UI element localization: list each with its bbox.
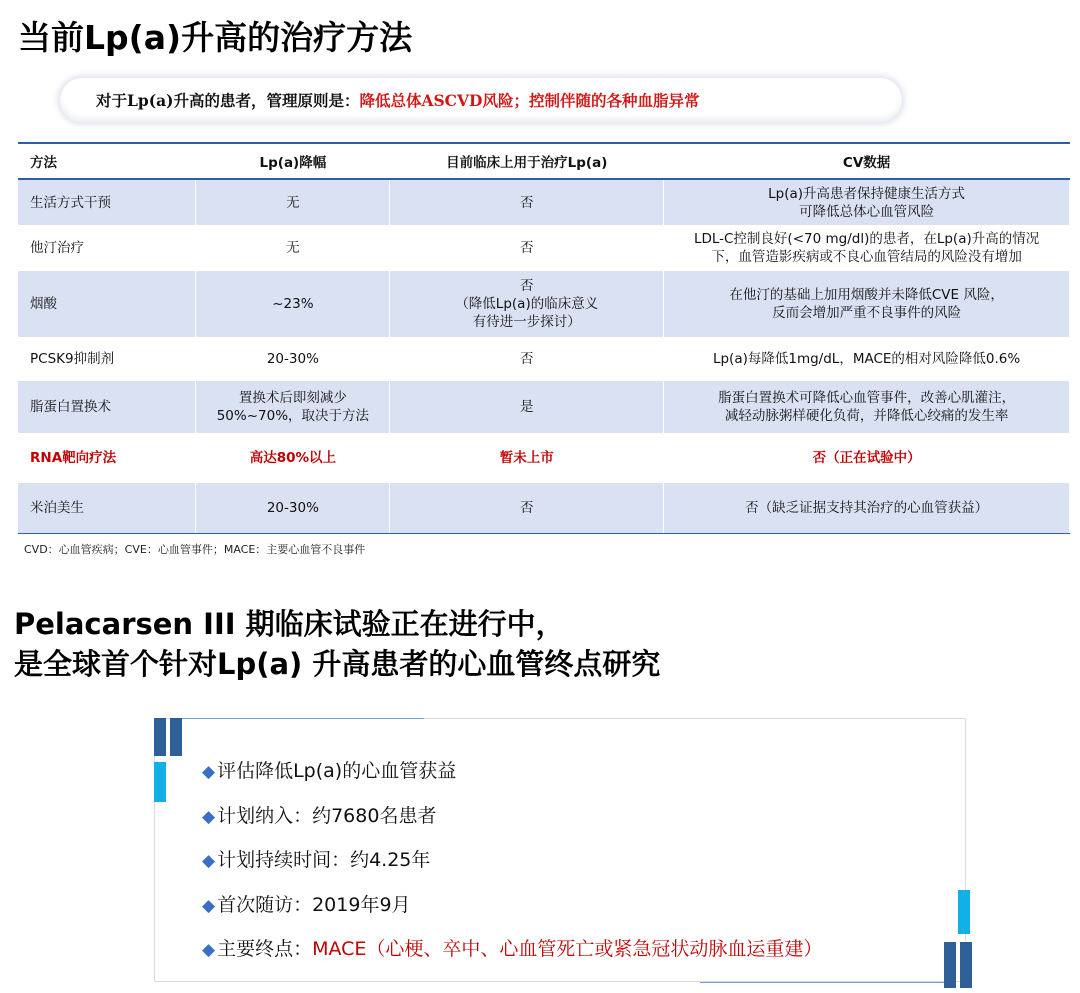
list-item-label: 计划纳入：: [217, 804, 313, 827]
cell-reduction: 20-30%: [196, 483, 390, 533]
table-row: [18, 179, 1070, 225]
cell-reduction: 无: [196, 179, 390, 225]
cell-method: 他汀治疗: [18, 225, 196, 271]
management-principle-banner: [60, 78, 902, 122]
treatment-table: [18, 142, 1070, 534]
header-method: 方法: [18, 143, 196, 179]
table-row: [18, 483, 1070, 533]
list-item-label: 主要终点：: [217, 938, 313, 960]
deco-bar-dark-bottom-right-2: [960, 942, 972, 988]
diamond-bullet-icon: ◆: [202, 940, 216, 960]
list-item: [202, 884, 822, 929]
diamond-bullet-icon: ◆: [202, 851, 216, 871]
header-clinical-use: 目前临床上用于治疗Lp(a): [390, 143, 664, 179]
cell-cv-data: 脂蛋白置换术可降低心血管事件，改善心肌灌注， 减轻动脉粥样硬化负荷，并降低心绞痛的发生率: [664, 381, 1070, 433]
table-header-row: [18, 143, 1070, 179]
cell-method: 脂蛋白置换术: [18, 381, 196, 433]
deco-line-bottom: [700, 982, 944, 983]
cell-method: 烟酸: [18, 271, 196, 337]
principle-prefix: 对于Lp(a)升高的患者，管理原则是：: [96, 91, 360, 110]
deco-bar-dark-top-left: [154, 718, 166, 756]
cell-cv-data: Lp(a)升高患者保持健康生活方式 可降低总体心血管风险: [664, 179, 1070, 225]
cell-clinical-use: 否: [390, 225, 664, 271]
deco-bar-cyan-left: [154, 762, 166, 802]
table-row: [18, 271, 1070, 337]
diamond-bullet-icon: ◆: [202, 806, 216, 827]
cell-cv-data: 在他汀的基础上加用烟酸并未降低CVE 风险， 反而会增加严重不良事件的风险: [664, 271, 1070, 337]
cell-clinical-use: 否: [390, 483, 664, 533]
list-item-value: 约4.25年: [350, 849, 431, 871]
list-item-label: 计划持续时间：: [217, 849, 351, 871]
list-item-value: 2019年9月: [312, 893, 411, 916]
cell-cv-data: 否（正在试验中）: [664, 433, 1070, 483]
cell-reduction: 置换术后即刻减少 50%~70%，取决于方法: [196, 381, 390, 433]
cell-clinical-use: 暂未上市: [390, 433, 664, 483]
header-reduction: Lp(a)降幅: [196, 143, 390, 179]
cell-method: 生活方式干预: [18, 179, 196, 225]
cell-cv-data: 否（缺乏证据支持其治疗的心血管获益）: [664, 483, 1070, 533]
table-row: [18, 337, 1070, 381]
list-item-value: MACE（心梗、卒中、心血管死亡或紧急冠状动脉血运重建）: [312, 938, 823, 960]
trial-heading-line1: Pelacarsen III 期临床试验正在进行中，: [14, 607, 565, 641]
list-item: [202, 750, 822, 795]
cell-cv-data: LDL-C控制良好(<70 mg/dl)的患者，在Lp(a)升高的情况 下，血管造影疾病或不良心血管结局的风险没有增加: [664, 225, 1070, 271]
footnote: CVD：心血管疾病；CVE：心血管事件；MACE：主要心血管不良事件: [24, 543, 366, 556]
list-item-value: 约7680名患者: [312, 804, 437, 827]
list-item-label: 评估降低Lp(a)的心血管获益: [217, 760, 457, 782]
principle-highlight: 降低总体ASCVD风险；控制伴随的各种血脂异常: [359, 91, 700, 110]
deco-bar-cyan-right: [958, 890, 970, 934]
diamond-bullet-icon: ◆: [202, 895, 216, 916]
deco-bar-dark-top-left-2: [170, 718, 182, 756]
header-cv-data: CV数据: [664, 143, 1070, 179]
cell-reduction: 高达80%以上: [196, 433, 390, 483]
list-item: [202, 839, 822, 884]
deco-bar-dark-bottom-right: [944, 942, 956, 988]
cell-reduction: 20-30%: [196, 337, 390, 381]
page-title: 当前Lp(a)升高的治疗方法: [18, 18, 413, 57]
diamond-bullet-icon: ◆: [202, 762, 216, 782]
cell-reduction: ~23%: [196, 271, 390, 337]
cell-method: PCSK9抑制剂: [18, 337, 196, 381]
cell-clinical-use: 是: [390, 381, 664, 433]
cell-method: 米泊美生: [18, 483, 196, 533]
table-row: [18, 433, 1070, 483]
trial-heading: [14, 604, 660, 684]
list-item: [202, 795, 822, 840]
list-item: [202, 928, 822, 973]
cell-cv-data: Lp(a)每降低1mg/dL，MACE的相对风险降低0.6%: [664, 337, 1070, 381]
list-item-label: 首次随访：: [217, 893, 313, 916]
table-row: [18, 225, 1070, 271]
cell-reduction: 无: [196, 225, 390, 271]
trial-heading-line2: 是全球首个针对Lp(a) 升高患者的心血管终点研究: [14, 647, 661, 681]
table-row: [18, 381, 1070, 433]
cell-clinical-use: 否: [390, 179, 664, 225]
cell-clinical-use: 否 （降低Lp(a)的临床意义 有待进一步探讨）: [390, 271, 664, 337]
trial-bullet-list: [202, 750, 822, 973]
deco-line-top: [182, 718, 424, 719]
cell-clinical-use: 否: [390, 337, 664, 381]
cell-method: RNA靶向疗法: [18, 433, 196, 483]
